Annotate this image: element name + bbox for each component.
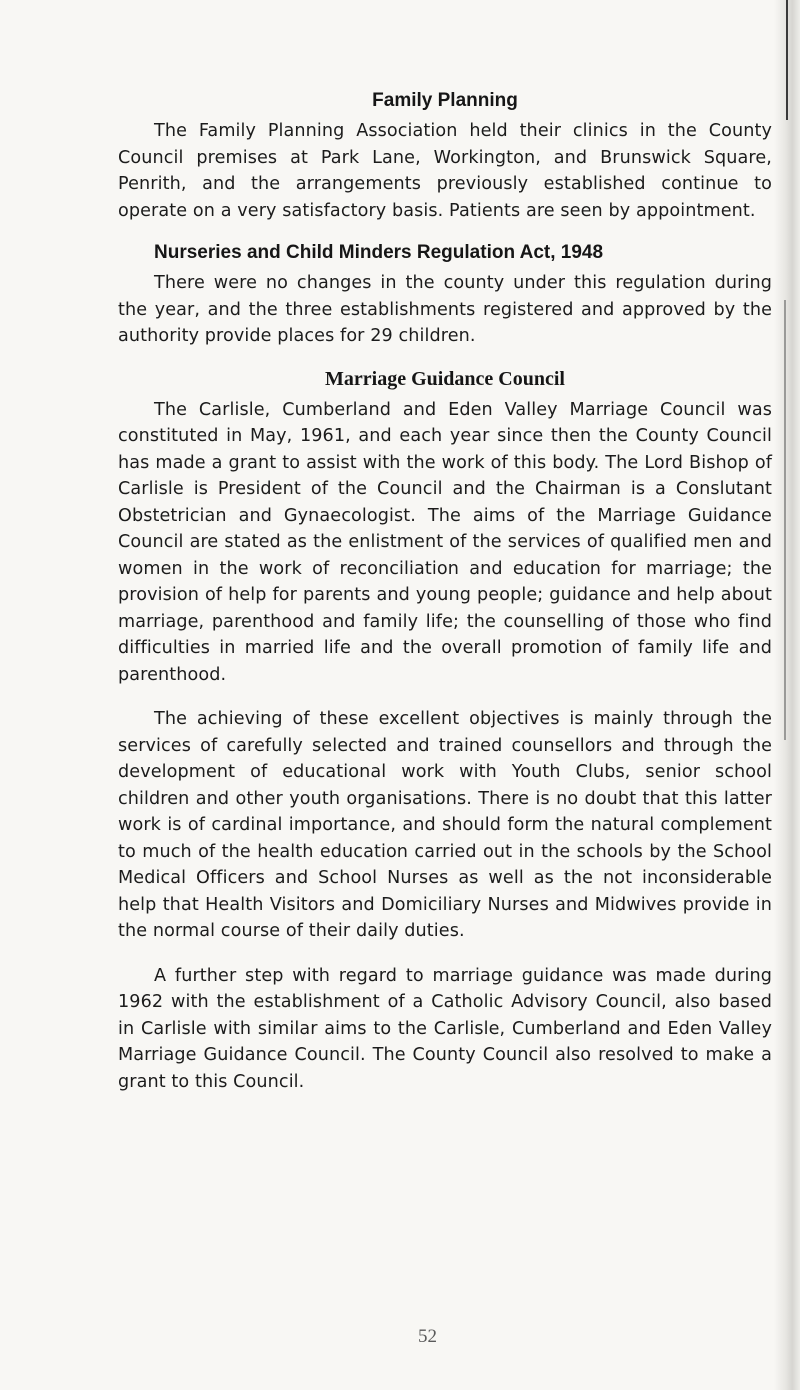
- page-number: 52: [418, 1326, 437, 1347]
- page-content: [118, 90, 772, 1113]
- heading-nurseries: Nurseries and Child Minders Regulation Act, 1948: [154, 242, 604, 263]
- page-edge-shadow: [774, 0, 800, 1390]
- paragraph-family-planning: The Family Planning Association held their clinics in the County Council premises at Park Lane, Workington, and Brunswick Square, Penrith, and the arrangements previously established continue to operate on a very satisfactory basis. Patients are seen by appointment.: [118, 121, 772, 221]
- paragraph-catholic-council: A further step with regard to marriage guidance was made during 1962 with the establishment of a Catholic Advisory Council, also based in Carlisle with similar aims to the Carlisle, Cumberland and Eden Valley Marriage Guidance Council. The County Council also resolved to make a grant to this Council.: [118, 965, 772, 1092]
- section-nurseries: [118, 242, 772, 350]
- heading-marriage-guidance: Marriage Guidance Council: [325, 367, 565, 390]
- heading-family-planning: Family Planning: [372, 90, 518, 111]
- paragraph-nurseries: There were no changes in the county under this regulation during the year, and the three establishments registered and approved by the authority provide places for 29 children.: [118, 273, 772, 346]
- paragraph-objectives: The achieving of these excellent objectives is mainly through the services of carefully selected and trained counsellors and through the development of educational work with Youth Clubs, senior school children and other youth organisations. There is no doubt that this latter work is of cardinal importance, and should form the natural complement to much of the health education carried out in the schools by the School Medical Officers and School Nurses as well as the not inconsiderable help that Health Visitors and Domiciliary Nurses and Midwives provide in the normal course of their daily duties.: [118, 709, 772, 941]
- section-family-planning: [118, 90, 772, 224]
- section-marriage-guidance: [118, 368, 772, 1096]
- paragraph-marriage-council: The Carlisle, Cumberland and Eden Valley Marriage Council was constituted in May, 1961, and each year since then the County Council has made a grant to assist with the work of this body. The Lord Bishop of Carlisle is President of the Council and the Chairman is a Conslutant Obstetrician and Gynaecologist. The aims of the Marriage Guidance Council are stated as the enlistment of the services of qualified men and women in the work of reconciliation and education for marriage; the provision of help for parents and young people; guidance and help about marriage, parenthood and family life; the counselling of those who find difficulties in married life and the overall promotion of family life and parenthood.: [118, 399, 772, 685]
